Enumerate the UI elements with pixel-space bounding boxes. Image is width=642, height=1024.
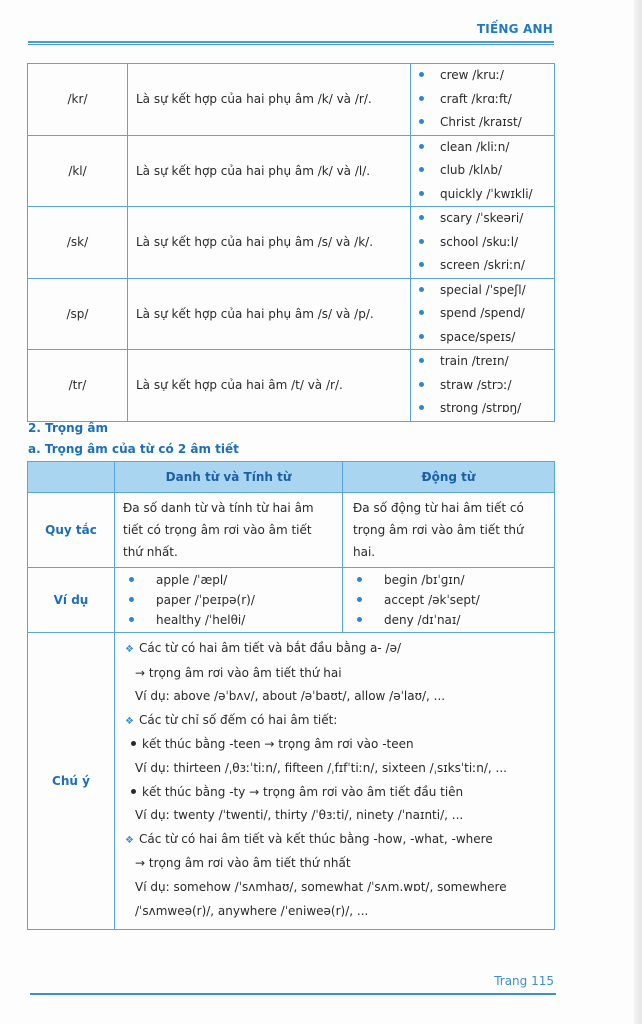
bullet-icon: [357, 617, 362, 622]
bullet-icon: [129, 577, 134, 582]
cluster-sound: /kl/: [28, 135, 128, 207]
note-text: Ví dụ: somehow /ˈsʌmhaʊ/, somewhat /ˈsʌm.wɒt/, somewhere: [135, 879, 507, 894]
cluster-description: Là sự kết hợp của hai phụ âm /s/ và /p/.: [128, 278, 411, 350]
note-line: [125, 781, 544, 805]
cluster-row: [28, 350, 555, 422]
example-item: [351, 610, 546, 630]
bullet-icon: [419, 382, 424, 387]
example-text: Christ /kraɪst/: [440, 115, 522, 129]
note-text: kết thúc bằng -teen → trọng âm rơi vào -teen: [142, 737, 414, 752]
example-text: clean /kliːn/: [440, 139, 510, 154]
cluster-sound: /tr/: [28, 350, 128, 422]
example-item: [419, 279, 554, 303]
section-subtitle: a. Trọng âm của từ có 2 âm tiết: [28, 442, 239, 456]
notes-row: [28, 633, 555, 930]
footer-rule: [30, 993, 556, 995]
diamond-bullet-icon: ❖: [125, 715, 134, 727]
example-text: straw /strɔː/: [440, 377, 512, 392]
note-text: Các từ có hai âm tiết và kết thúc bằng -how, -what, -where: [138, 831, 493, 846]
note-text: Ví dụ: above /əˈbʌv/, about /əˈbaʊt/, allow /əˈlaʊ/, ...: [135, 689, 446, 704]
examples-verb: [343, 568, 555, 633]
examples-row: [28, 568, 555, 633]
example-text: scary /ˈskeəri/: [440, 211, 524, 225]
note-text: → trọng âm rơi vào âm tiết thứ nhất: [135, 856, 351, 871]
rule-verb: Đa số động từ hai âm tiết có trọng âm rơi vào âm tiết thứ hai.: [343, 493, 555, 568]
bullet-icon: [419, 405, 424, 410]
example-text: space/speɪs/: [440, 329, 516, 344]
subject-title: TIẾNG ANH: [476, 22, 553, 36]
page-edge: [634, 0, 642, 1024]
note-line: [125, 709, 544, 734]
note-line: [125, 900, 544, 924]
example-text: paper /ˈpeɪpə(r)/: [156, 593, 255, 607]
example-item: [123, 590, 334, 610]
bullet-icon: [419, 191, 424, 196]
example-text: special /ˈspeʃl/: [440, 282, 526, 297]
header-noun-adj: Danh từ và Tính từ: [115, 462, 343, 493]
example-item: [419, 64, 554, 88]
page-number: Trang 115: [494, 974, 554, 988]
example-item: [123, 610, 334, 630]
bullet-icon: [419, 358, 424, 363]
example-item: [419, 397, 554, 421]
note-line: [125, 757, 544, 781]
note-text: kết thúc bằng -ty → trọng âm rơi vào âm tiết đầu tiên: [142, 784, 464, 799]
note-line: [125, 804, 544, 828]
cluster-description: Là sự kết hợp của hai phụ âm /k/ và /r/.: [128, 64, 411, 136]
note-line: [125, 852, 544, 876]
note-text: /ˈsʌmweə(r)/, anywhere /ˈeniweə(r)/, ...: [135, 903, 369, 918]
bullet-icon: [419, 167, 424, 172]
example-item: [419, 254, 554, 278]
example-item: [419, 111, 554, 135]
diamond-bullet-icon: ❖: [125, 644, 134, 655]
example-item: [419, 374, 554, 398]
example-text: apple /ˈæpl/: [156, 573, 228, 587]
cluster-row: [28, 64, 555, 136]
stress-table: [27, 461, 555, 930]
note-line: [125, 828, 544, 853]
bullet-icon: [129, 597, 134, 602]
cluster-description: Là sự kết hợp của hai phụ âm /s/ và /k/.: [128, 207, 411, 279]
bullet-icon: [419, 144, 424, 149]
example-text: spend /spend/: [440, 306, 525, 320]
note-line: [125, 637, 544, 662]
header-verb: Động từ: [343, 462, 555, 493]
example-text: healthy /ˈhelθi/: [156, 613, 246, 627]
bullet-icon: [419, 119, 424, 124]
cluster-row: [28, 278, 555, 350]
note-text: → trọng âm rơi vào âm tiết thứ hai: [135, 665, 342, 680]
rule-label: Quy tắc: [28, 493, 115, 568]
consonant-cluster-table: [27, 63, 555, 422]
note-line: [125, 876, 544, 900]
cluster-sound: /kr/: [28, 64, 128, 136]
diamond-bullet-icon: ❖: [125, 834, 134, 846]
cluster-examples: [411, 350, 555, 422]
bullet-icon: [419, 239, 424, 244]
stress-header-row: [28, 462, 555, 493]
bullet-icon: [419, 262, 424, 267]
header-rule: [28, 41, 554, 45]
example-item: [419, 302, 554, 326]
bullet-icon: [131, 741, 136, 746]
example-text: craft /krɑːft/: [440, 91, 512, 106]
example-text: club /klʌb/: [440, 163, 503, 177]
bullet-icon: [419, 72, 424, 77]
header-blank: [28, 462, 115, 493]
example-text: crew /kruː/: [440, 68, 504, 82]
notes-content: [115, 633, 555, 930]
note-line: [125, 685, 544, 709]
cluster-sound: /sp/: [28, 278, 128, 350]
bullet-icon: [419, 287, 424, 292]
example-item: [351, 590, 546, 610]
examples-label: Ví dụ: [28, 568, 115, 633]
bullet-icon: [419, 96, 424, 101]
bullet-icon: [419, 334, 424, 339]
example-text: quickly /ˈkwɪkli/: [440, 186, 533, 201]
example-item: [351, 570, 546, 590]
example-item: [419, 136, 554, 160]
bullet-icon: [131, 789, 136, 794]
example-item: [123, 570, 334, 590]
rule-noun-adj: Đa số danh từ và tính từ hai âm tiết có trọng âm rơi vào âm tiết thứ nhất.: [115, 493, 343, 568]
note-text: Ví dụ: thirteen /ˌθɜːˈtiːn/, fifteen /ˌfɪfˈtiːn/, sixteen /ˌsɪksˈtiːn/, ...: [135, 760, 507, 775]
cluster-sound: /sk/: [28, 207, 128, 279]
bullet-icon: [357, 577, 362, 582]
section-title: 2. Trọng âm: [28, 421, 109, 435]
rule-row: [28, 493, 555, 568]
example-text: strong /strɒŋ/: [440, 401, 522, 415]
example-item: [419, 88, 554, 112]
bullet-icon: [419, 310, 424, 315]
cluster-row: [28, 135, 555, 207]
example-item: [419, 159, 554, 183]
cluster-description: Là sự kết hợp của hai phụ âm /k/ và /l/.: [128, 135, 411, 207]
note-text: Các từ có hai âm tiết và bắt đầu bằng a- /ə/: [138, 641, 402, 655]
example-text: screen /skriːn/: [440, 258, 525, 272]
notes-label: Chú ý: [28, 633, 115, 930]
note-line: [125, 662, 544, 686]
bullet-icon: [129, 617, 134, 622]
cluster-description: Là sự kết hợp của hai âm /t/ và /r/.: [128, 350, 411, 422]
cluster-examples: [411, 207, 555, 279]
example-text: train /treɪn/: [440, 354, 509, 368]
bullet-icon: [419, 215, 424, 220]
note-line: [125, 733, 544, 757]
example-item: [419, 350, 554, 374]
cluster-row: [28, 207, 555, 279]
example-item: [419, 183, 554, 207]
example-text: accept /əkˈsept/: [384, 593, 480, 607]
example-text: deny /dɪˈnaɪ/: [384, 613, 461, 627]
example-item: [419, 207, 554, 231]
example-item: [419, 231, 554, 255]
bullet-icon: [357, 597, 362, 602]
cluster-examples: [411, 64, 555, 136]
note-text: Các từ chỉ số đếm có hai âm tiết:: [138, 712, 338, 727]
example-text: school /skuːl/: [440, 234, 519, 249]
cluster-examples: [411, 135, 555, 207]
example-text: begin /bɪˈɡɪn/: [384, 573, 465, 587]
note-text: Ví dụ: twenty /ˈtwenti/, thirty /ˈθɜːti/, ninety /ˈnaɪnti/, ...: [135, 808, 464, 823]
example-item: [419, 326, 554, 350]
examples-noun-adj: [115, 568, 343, 633]
cluster-examples: [411, 278, 555, 350]
